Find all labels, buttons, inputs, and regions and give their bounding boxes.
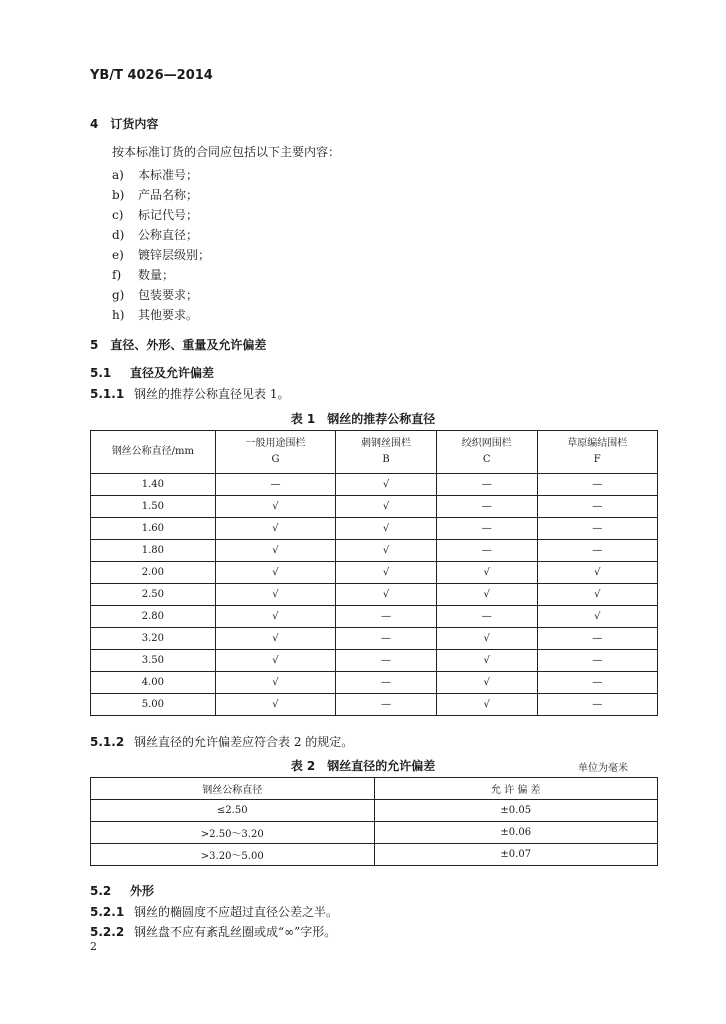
table-cell: — <box>436 496 537 518</box>
table-cell: 3.50 <box>91 650 216 672</box>
table-cell: 1.80 <box>91 540 216 562</box>
table-cell: √ <box>336 584 437 606</box>
table-cell: 2.50 <box>91 584 216 606</box>
list-item-label: d) <box>112 228 125 242</box>
table-cell: √ <box>537 562 657 584</box>
table-cell: √ <box>436 694 537 716</box>
table-1 <box>90 430 658 716</box>
table-cell: — <box>537 672 657 694</box>
section-5-1-1: 5.1.1 钢丝的推荐公称直径见表 1。 <box>90 387 290 401</box>
table-header-cell: 一般用途围栏 G <box>215 431 335 474</box>
table-header-row <box>91 431 658 474</box>
table-cell: 5.00 <box>91 694 216 716</box>
list-item-text: 其他要求。 <box>138 308 199 322</box>
table-cell: — <box>537 496 657 518</box>
table-cell: √ <box>215 518 335 540</box>
table-cell: √ <box>336 518 437 540</box>
table-cell: — <box>215 474 335 496</box>
table-cell: — <box>336 650 437 672</box>
table-1-caption: 表 1 钢丝的推荐公称直径 <box>290 412 436 426</box>
section-5-2-title: 5.2 外形 <box>90 884 155 898</box>
table-row <box>91 694 658 716</box>
table-cell: ±0.07 <box>374 844 658 866</box>
list-item-text: 本标准号； <box>138 168 199 182</box>
table-cell: √ <box>215 584 335 606</box>
section-5-2-1: 5.2.1 钢丝的椭圆度不应超过直径公差之半。 <box>90 905 339 919</box>
table-cell: ≤2.50 <box>91 800 375 822</box>
list-item <box>112 266 174 283</box>
table-row <box>91 822 658 844</box>
list-item-label: h) <box>112 308 125 322</box>
list-item-label: a) <box>112 168 124 182</box>
table-cell: √ <box>336 496 437 518</box>
list-item-label: f) <box>112 268 122 282</box>
table-cell: ±0.06 <box>374 822 658 844</box>
list-item-text: 镀锌层级别； <box>138 248 211 262</box>
table-cell: >3.20～5.00 <box>91 844 375 866</box>
table-cell: √ <box>436 628 537 650</box>
table-cell: — <box>436 606 537 628</box>
table-row <box>91 518 658 540</box>
table-cell: √ <box>215 606 335 628</box>
table-cell: √ <box>436 650 537 672</box>
list-item <box>112 286 198 303</box>
table-cell: √ <box>215 628 335 650</box>
table-row <box>91 540 658 562</box>
document-id: YB/T 4026—2014 <box>90 68 213 83</box>
table-header-cell: 刺钢丝围栏 B <box>336 431 437 474</box>
table-cell: √ <box>215 540 335 562</box>
table-cell: 2.00 <box>91 562 216 584</box>
table-cell: √ <box>215 496 335 518</box>
table-row <box>91 496 658 518</box>
table-cell: √ <box>215 562 335 584</box>
list-item <box>112 186 198 203</box>
table-cell: 1.60 <box>91 518 216 540</box>
list-item <box>112 246 210 263</box>
table-cell: √ <box>537 606 657 628</box>
table-header-row <box>91 778 658 800</box>
section-5-2-2: 5.2.2 钢丝盘不应有紊乱丝圈或成“∞”字形。 <box>90 925 337 939</box>
table-cell: 1.40 <box>91 474 216 496</box>
table-cell: — <box>537 650 657 672</box>
table-cell: — <box>436 474 537 496</box>
table-cell: — <box>537 540 657 562</box>
table-cell: 3.20 <box>91 628 216 650</box>
section-5-title: 5 直径、外形、重量及允许偏差 <box>90 338 267 352</box>
list-item <box>112 226 198 243</box>
table-header-cell: 允 许 偏 差 <box>374 778 658 800</box>
table-cell: — <box>336 694 437 716</box>
table-cell: — <box>436 540 537 562</box>
table-cell: 1.50 <box>91 496 216 518</box>
table-cell: — <box>537 628 657 650</box>
table-header-cell: 草原编结围栏 F <box>537 431 657 474</box>
section-4-title: 4 订货内容 <box>90 117 159 131</box>
list-item-text: 公称直径； <box>138 228 199 242</box>
table-header-cell: 钢丝公称直径 <box>91 778 375 800</box>
list-item-text: 数量； <box>138 268 175 282</box>
table-cell: — <box>436 518 537 540</box>
table-cell: √ <box>215 672 335 694</box>
table-cell: — <box>336 628 437 650</box>
table-cell: — <box>537 694 657 716</box>
table-row <box>91 800 658 822</box>
table-cell: — <box>537 518 657 540</box>
list-item <box>112 206 198 223</box>
table-cell: √ <box>215 694 335 716</box>
table-cell: — <box>537 474 657 496</box>
table-cell: — <box>336 606 437 628</box>
list-item-label: e) <box>112 248 124 262</box>
table-cell: √ <box>336 540 437 562</box>
table-row <box>91 562 658 584</box>
list-item <box>112 306 198 323</box>
table-row <box>91 844 658 866</box>
table-row <box>91 584 658 606</box>
table-cell: √ <box>436 562 537 584</box>
table-cell: √ <box>436 672 537 694</box>
table-row <box>91 672 658 694</box>
list-item-label: g) <box>112 288 125 302</box>
table-cell: >2.50～3.20 <box>91 822 375 844</box>
list-item-label: b) <box>112 188 125 202</box>
table-row <box>91 474 658 496</box>
table-cell: 4.00 <box>91 672 216 694</box>
list-item <box>112 166 198 183</box>
section-5-1-2: 5.1.2 钢丝直径的允许偏差应符合表 2 的规定。 <box>90 735 354 749</box>
table-cell: — <box>336 672 437 694</box>
table-cell: ±0.05 <box>374 800 658 822</box>
table-cell: √ <box>336 474 437 496</box>
table-row <box>91 628 658 650</box>
table-cell: √ <box>215 650 335 672</box>
table-2 <box>90 777 658 866</box>
list-item-text: 标记代号； <box>138 208 199 222</box>
list-item-text: 包装要求； <box>138 288 199 302</box>
table-cell: √ <box>336 562 437 584</box>
section-5-1-title: 5.1 直径及允许偏差 <box>90 366 215 380</box>
page-number: 2 <box>90 940 97 953</box>
table-2-caption: 表 2 钢丝直径的允许偏差 <box>290 759 436 773</box>
table-cell: √ <box>537 584 657 606</box>
section-4-intro: 按本标准订货的合同应包括以下主要内容： <box>112 145 341 159</box>
list-item-label: c) <box>112 208 124 222</box>
table-row <box>91 606 658 628</box>
list-item-text: 产品名称； <box>138 188 199 202</box>
table-header-cell: 绞织网围栏 C <box>436 431 537 474</box>
table-header-cell: 钢丝公称直径/mm <box>91 431 216 474</box>
table-cell: √ <box>436 584 537 606</box>
table-row <box>91 650 658 672</box>
table-2-unit: 单位为毫米 <box>578 763 628 774</box>
table-cell: 2.80 <box>91 606 216 628</box>
